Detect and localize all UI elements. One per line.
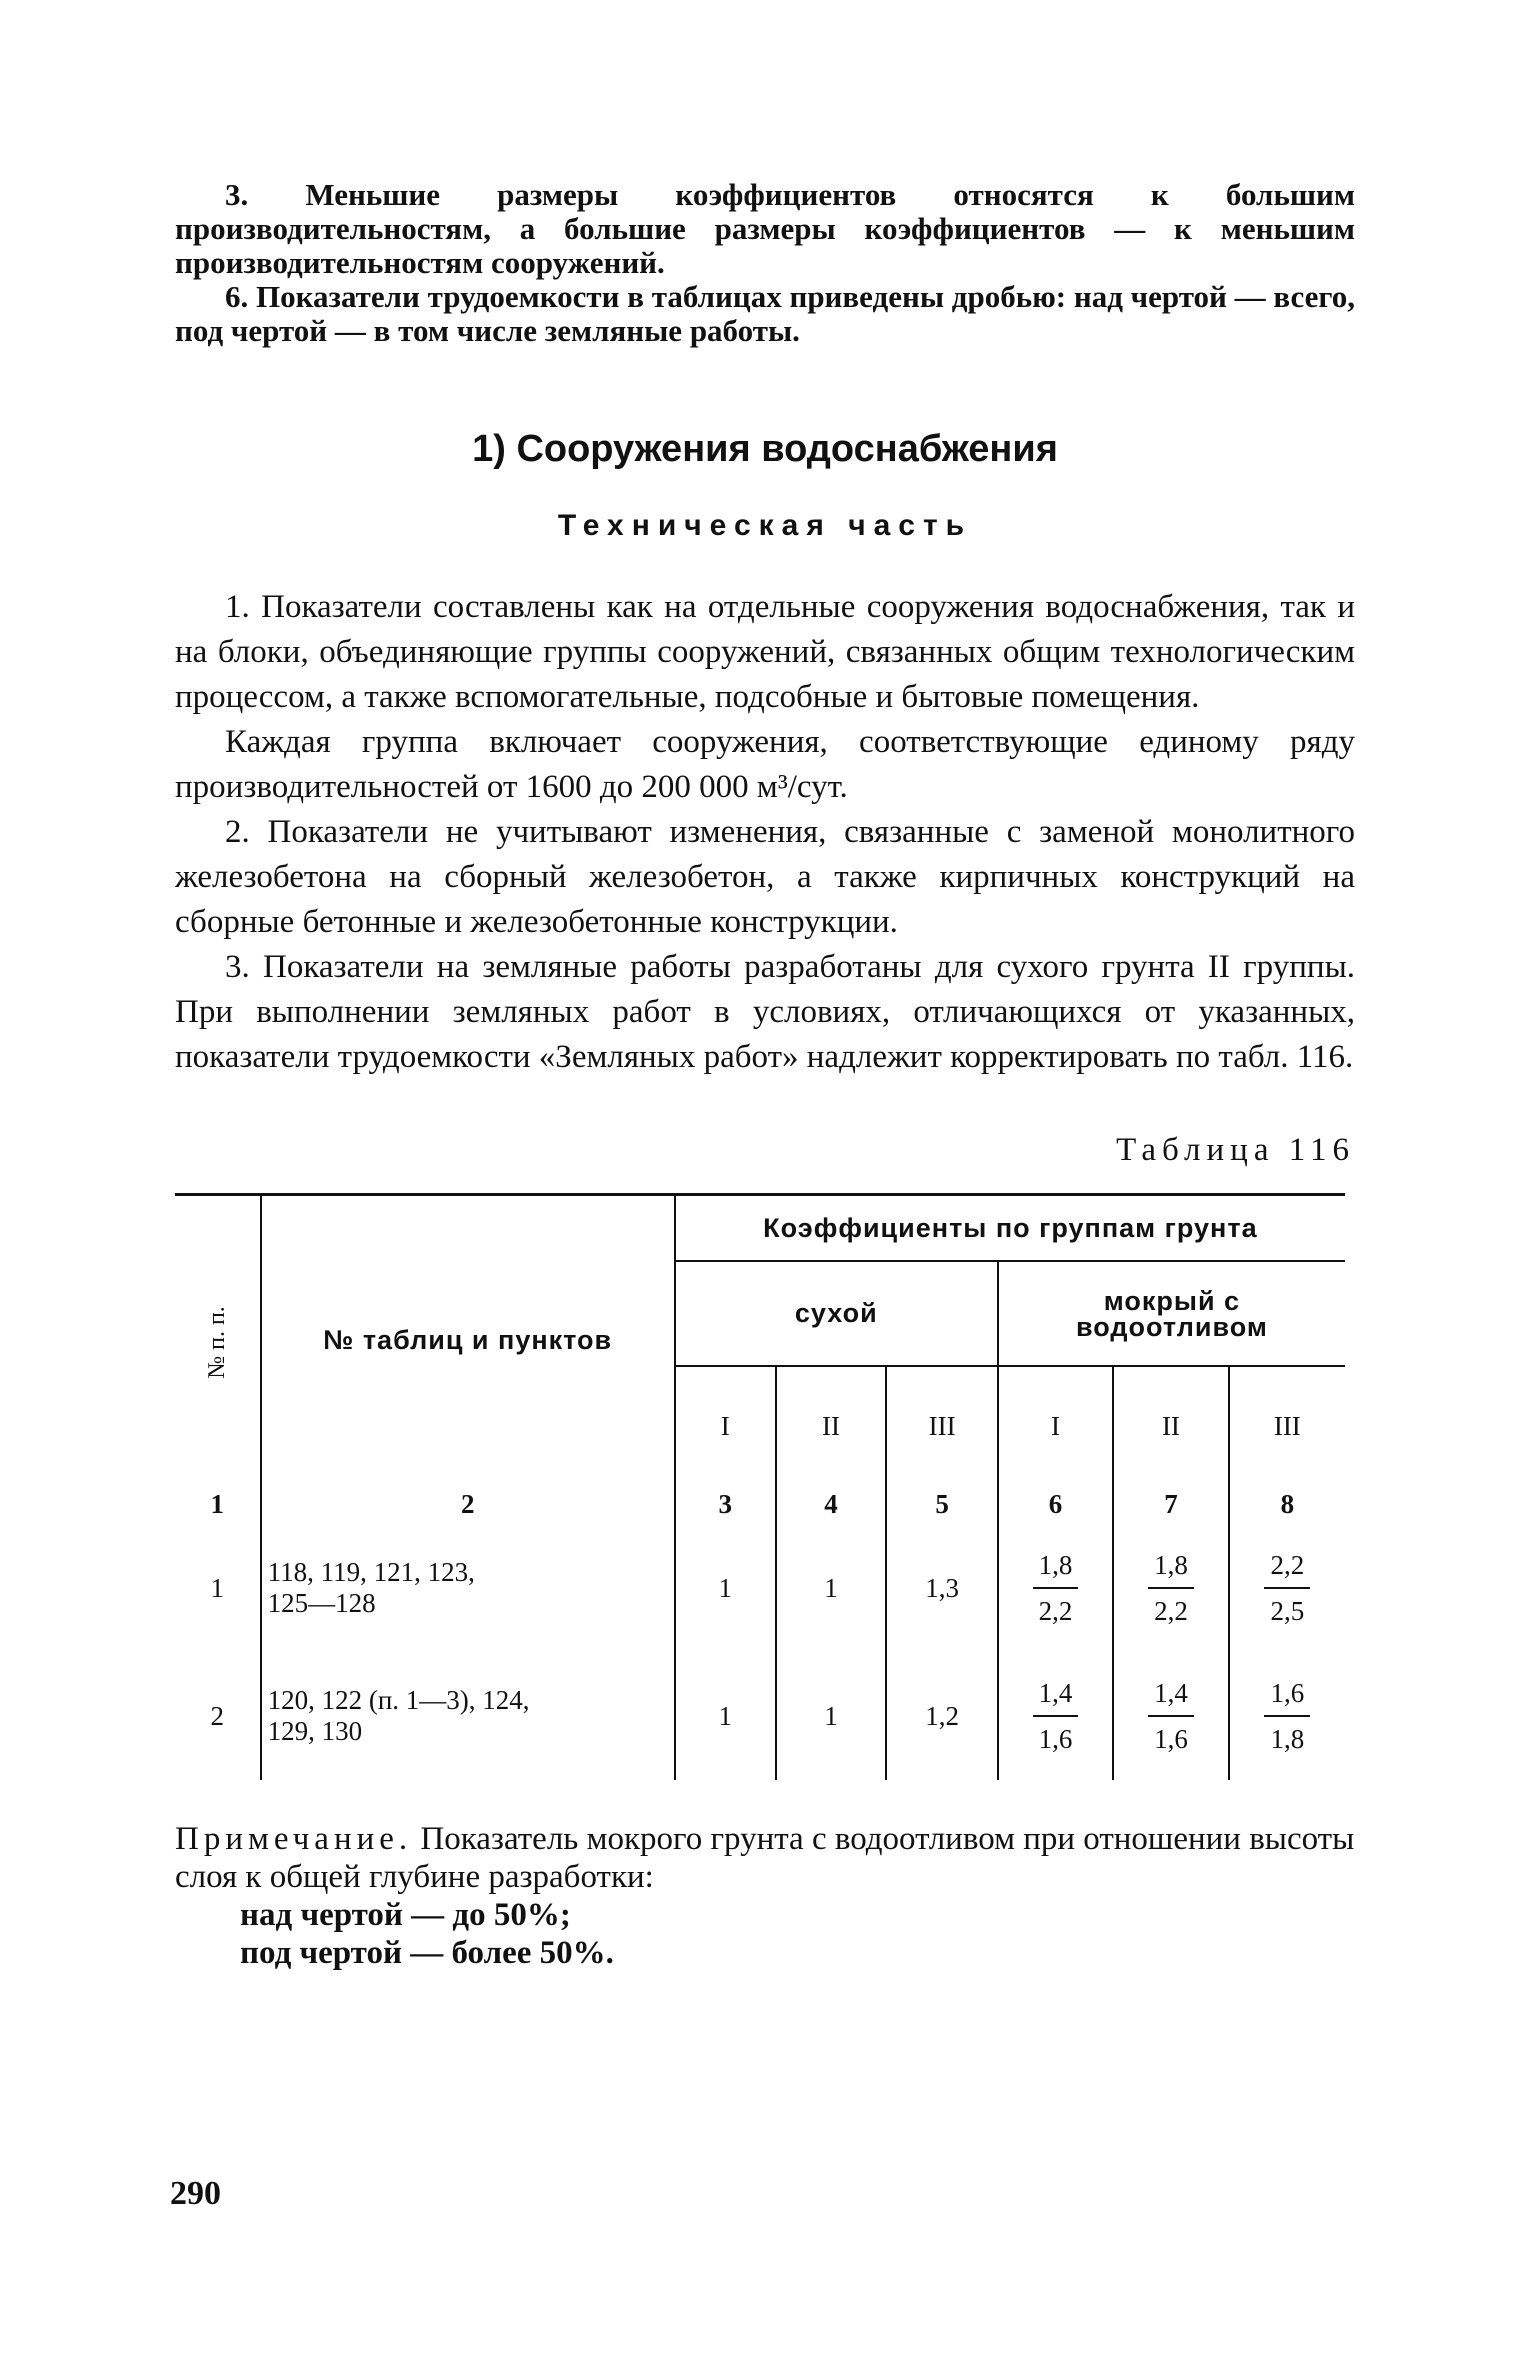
paragraph-1: 1. Показатели составлены как на отдельные сооружения водоснабжения, так и на блоки, объединяющие группы сооружений, связанных общим технологическим процессом, а также вспомогательные, подсобные и бытовые помещения. [175,589,1355,715]
header-dry-III: III [886,1366,997,1485]
paragraph-2: 2. Показатели не учитывают изменения, связанные с заменой монолитного железобетона на сборный железобетон, а также кирпичных конструкций на сборные бетонные и железобетонные конструкции. [175,814,1355,940]
frac-top: 1,4 [1033,1671,1079,1717]
table-row [175,1652,1345,1780]
frac-top: 1,8 [1148,1543,1194,1589]
dry-III-value: 1,3 [886,1524,997,1652]
frac-bottom: 2,5 [1270,1596,1305,1626]
header-wet-I: I [998,1366,1113,1485]
dry-I-value: 1 [675,1652,776,1780]
subsection-title: Техническая часть [557,509,973,542]
note-text [175,1820,1355,1896]
frac-top: 1,8 [1033,1543,1079,1589]
note-body: Показатель мокрого грунта с водоотливом при отношении высоты слоя к общей глубине разработки: [175,1821,1355,1895]
dry-II-value: 1 [776,1524,887,1652]
colnum-6: 6 [998,1485,1113,1524]
row-tables [261,1524,675,1652]
header-wet-III: III [1229,1366,1345,1485]
note-line-below: под чертой — более 50%. [240,1935,614,1971]
intro-notes [175,178,1355,348]
row-tables-line: 118, 119, 121, 123, [267,1557,475,1587]
table-row [175,1524,1345,1652]
dry-II-value: 1 [776,1652,887,1780]
row-tables-line: 125—128 [267,1588,376,1618]
paragraph-3: 3. Показатели на земляные работы разработаны для сухого грунта II группы. При выполнении земляных работ в условиях, отличающихся от указанных, показатели трудоемкости «Земляных работ» надлежит корректировать по табл. 116. [175,949,1355,1075]
column-number-row [175,1485,1345,1524]
header-dry-I: I [675,1366,776,1485]
dry-III-value: 1,2 [886,1652,997,1780]
wet-I-value [998,1524,1113,1652]
wet-I-value [998,1652,1113,1780]
frac-bottom: 2,2 [1154,1596,1188,1626]
wet-II-value [1113,1524,1228,1652]
header-dry-II: II [776,1366,887,1485]
colnum-3: 3 [675,1485,776,1524]
frac-bottom: 1,8 [1270,1724,1305,1754]
header-dry: сухой [675,1261,998,1366]
row-tables-line: 129, 130 [267,1716,363,1746]
frac-bottom: 1,6 [1038,1724,1073,1754]
row-num: 1 [210,1572,225,1603]
intro-paragraph-3: 3. Меньшие размеры коэффициентов относятся к большим производительностям, а большие размеры коэффициентов — к меньшим производительностям сооружений. [175,177,1355,280]
wet-III-value [1229,1524,1345,1652]
colnum-5: 5 [886,1485,997,1524]
colnum-4: 4 [776,1485,887,1524]
frac-top: 1,4 [1148,1671,1194,1717]
wet-II-value [1113,1652,1228,1780]
row-num: 2 [210,1700,225,1731]
header-wet: мокрый с водоотливом [998,1261,1345,1366]
header-tables: № таблиц и пунктов [261,1195,675,1486]
frac-top: 2,2 [1264,1543,1310,1589]
note-line-above: над чертой — до 50%; [240,1897,571,1933]
intro-paragraph-6: 6. Показатели трудоемкости в таблицах приведены дробью: над чертой — всего, под чертой — в том числе земляные работы. [175,279,1355,348]
wet-III-value [1229,1652,1345,1780]
frac-bottom: 2,2 [1038,1596,1073,1626]
colnum-7: 7 [1113,1485,1228,1524]
colnum-1: 1 [210,1489,225,1519]
dry-I-value: 1 [675,1524,776,1652]
frac-top: 1,6 [1264,1671,1310,1717]
colnum-2: 2 [261,1485,675,1524]
table-note [175,1820,1355,1972]
section-title: 1) Сооружения водоснабжения [472,428,1058,470]
row-tables [261,1652,675,1780]
header-num-cell [175,1195,261,1486]
header-wet-II: II [1113,1366,1228,1485]
paragraph-1b: Каждая группа включает сооружения, соответствующие единому ряду производительностей от 1600 до 200 000 м³/сут. [175,724,1355,805]
table-caption: Таблица 116 [1116,1132,1355,1168]
header-coefficients: Коэффициенты по группам грунта [675,1195,1345,1262]
page-content [175,178,1355,1972]
note-label: Примечание. [175,1821,413,1857]
row-tables-line: 120, 122 (п. 1—3), 124, [267,1685,530,1715]
frac-bottom: 1,6 [1154,1724,1188,1754]
header-num: № п. п. [203,1306,230,1379]
coefficient-table [175,1193,1345,1780]
page-number: 290 [170,2175,221,2212]
colnum-8: 8 [1229,1485,1345,1524]
